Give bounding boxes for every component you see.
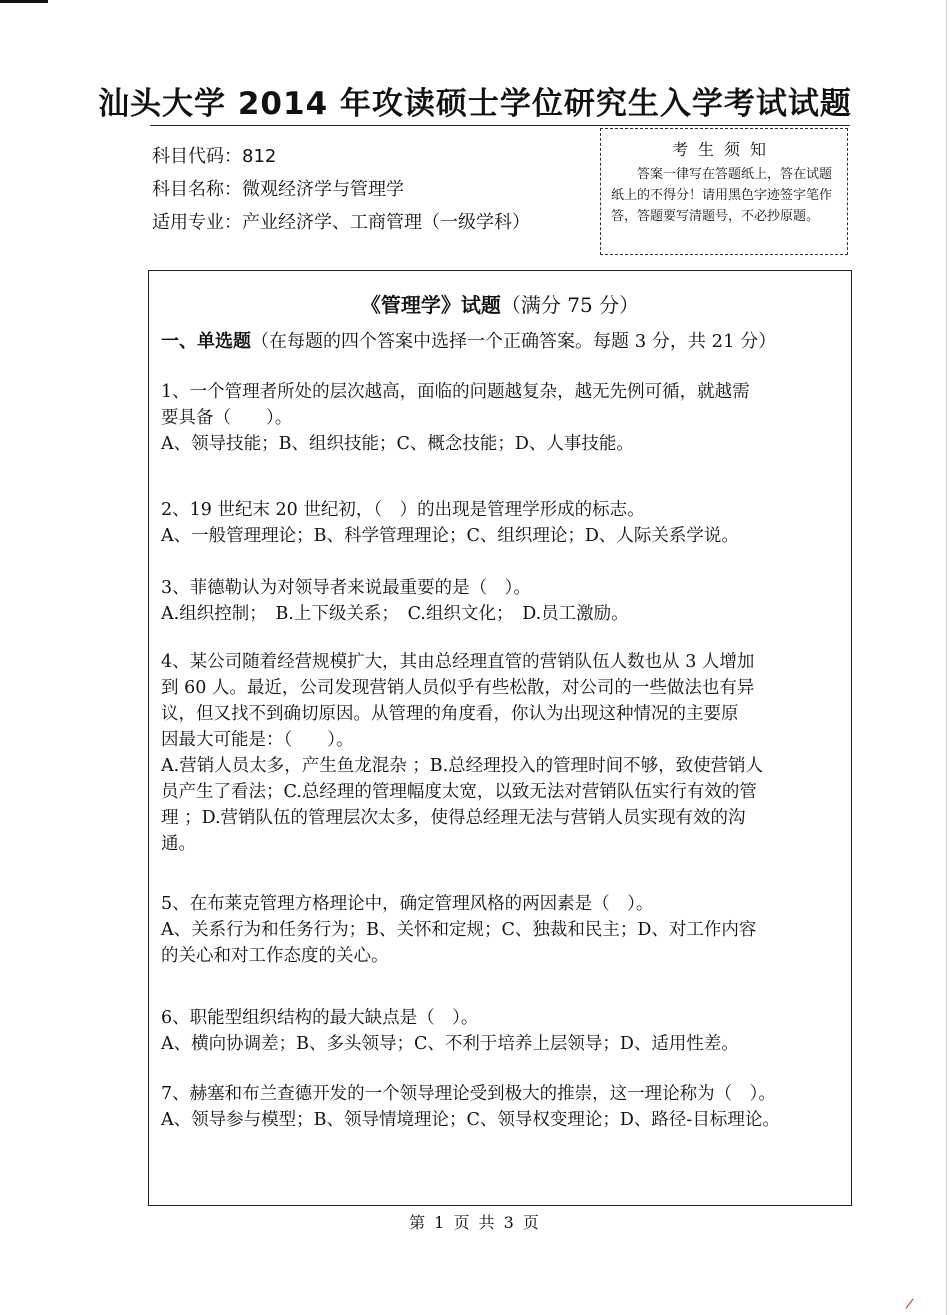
candidate-notice-box — [600, 128, 848, 255]
question-stem-line: 3、菲德勒认为对领导者来说最重要的是（ ）。 — [161, 578, 531, 598]
question-options-line: 理 ；D.营销队伍的管理层次太多，使得总经理无法与营销人员实现有效的沟 — [161, 808, 746, 828]
question-options-line: 的关心和对工作态度的关心。 — [161, 946, 389, 966]
question-stem-line: 7、赫塞和布兰查德开发的一个领导理论受到极大的推崇，这一理论称为（ ）。 — [161, 1084, 776, 1104]
question-stem-line: 2、19 世纪末 20 世纪初，（ ）的出现是管理学形成的标志。 — [161, 500, 645, 520]
subject-code: 科目代码：812 — [152, 146, 277, 167]
question-stem-line: 到 60 人。最近，公司发现营销人员似乎有些松散，对公司的一些做法也有异 — [161, 678, 755, 698]
paper-title-main: 《管理学》试题 — [360, 293, 501, 317]
subject-info — [152, 140, 530, 239]
question-stem-line: 6、职能型组织结构的最大缺点是（ ）。 — [161, 1008, 479, 1028]
question-options-line: 员产生了看法；C.总经理的管理幅度太宽，以致无法对营销队伍实行有效的管 — [161, 782, 757, 802]
section-heading-instructions: （在每题的四个答案中选择一个正确答案。每题 3 分，共 21 分） — [251, 331, 777, 352]
section-heading — [161, 327, 776, 353]
question-1 — [161, 379, 843, 457]
question-5 — [161, 891, 843, 969]
question-options-line: A、一般管理理论；B、科学管理理论；C、组织理论；D、人际关系学说。 — [161, 526, 739, 546]
question-stem-line: 要具备（ ）。 — [161, 408, 293, 428]
question-frame — [148, 270, 852, 1206]
question-stem-line: 4、某公司随着经营规模扩大，其由总经理直管的营销队伍人数也从 3 人增加 — [161, 652, 755, 672]
title-divider — [150, 125, 850, 126]
pen-mark: / — [904, 1295, 915, 1313]
paper-title — [149, 289, 851, 318]
question-stem-line: 1、一个管理者所处的层次越高，面临的问题越复杂，越无先例可循，就越需 — [161, 382, 750, 402]
question-6 — [161, 1005, 843, 1057]
applicable-major: 适用专业：产业经济学、工商管理（一级学科） — [152, 212, 530, 233]
question-3 — [161, 575, 843, 627]
paper-title-score: （满分 75 分） — [500, 293, 640, 317]
page-footer: 第 1 页 共 3 页 — [409, 1213, 541, 1232]
question-options-line: 通。 — [161, 834, 196, 854]
question-stem-line: 议，但又找不到确切原因。从管理的角度看，你认为出现这种情况的主要原 — [161, 704, 739, 724]
notice-title: 考生须知 — [671, 140, 776, 159]
question-7 — [161, 1081, 843, 1133]
question-stem-line: 5、在布莱克管理方格理论中，确定管理风格的两因素是（ ）。 — [161, 894, 654, 914]
question-2 — [161, 497, 843, 549]
question-options-line: A、关系行为和任务行为；B、关怀和定规；C、独裁和民主；D、对工作内容 — [161, 920, 757, 940]
scan-corner-mark — [0, 0, 48, 3]
question-options-line: A.组织控制； B.上下级关系； C.组织文化； D.员工激励。 — [161, 604, 629, 624]
subject-name: 科目名称：微观经济学与管理学 — [152, 179, 404, 200]
notice-body: 答案一律写在答题纸上，答在试题纸上的不得分！请用黑色字迹签字笔作答，答题要写清题号，不必抄原题。 — [611, 167, 833, 224]
scan-edge-line — [946, 0, 947, 1315]
question-options-line: A、领导技能；B、组织技能；C、概念技能；D、人事技能。 — [161, 434, 634, 454]
question-4 — [161, 649, 843, 857]
question-options-line: A、横向协调差；B、多头领导；C、不利于培养上层领导；D、适用性差。 — [161, 1034, 739, 1054]
exam-title: 汕头大学 2014 年攻读硕士学位研究生入学考试试题 — [98, 86, 852, 122]
question-options-line: A、领导参与模型；B、领导情境理论；C、领导权变理论；D、路径-目标理论。 — [161, 1110, 780, 1130]
section-heading-title: 一、单选题 — [161, 331, 251, 352]
question-options-line: A.营销人员太多，产生鱼龙混杂 ；B.总经理投入的管理时间不够，致使营销人 — [161, 756, 764, 776]
question-stem-line: 因最大可能是：（ ）。 — [161, 730, 354, 750]
